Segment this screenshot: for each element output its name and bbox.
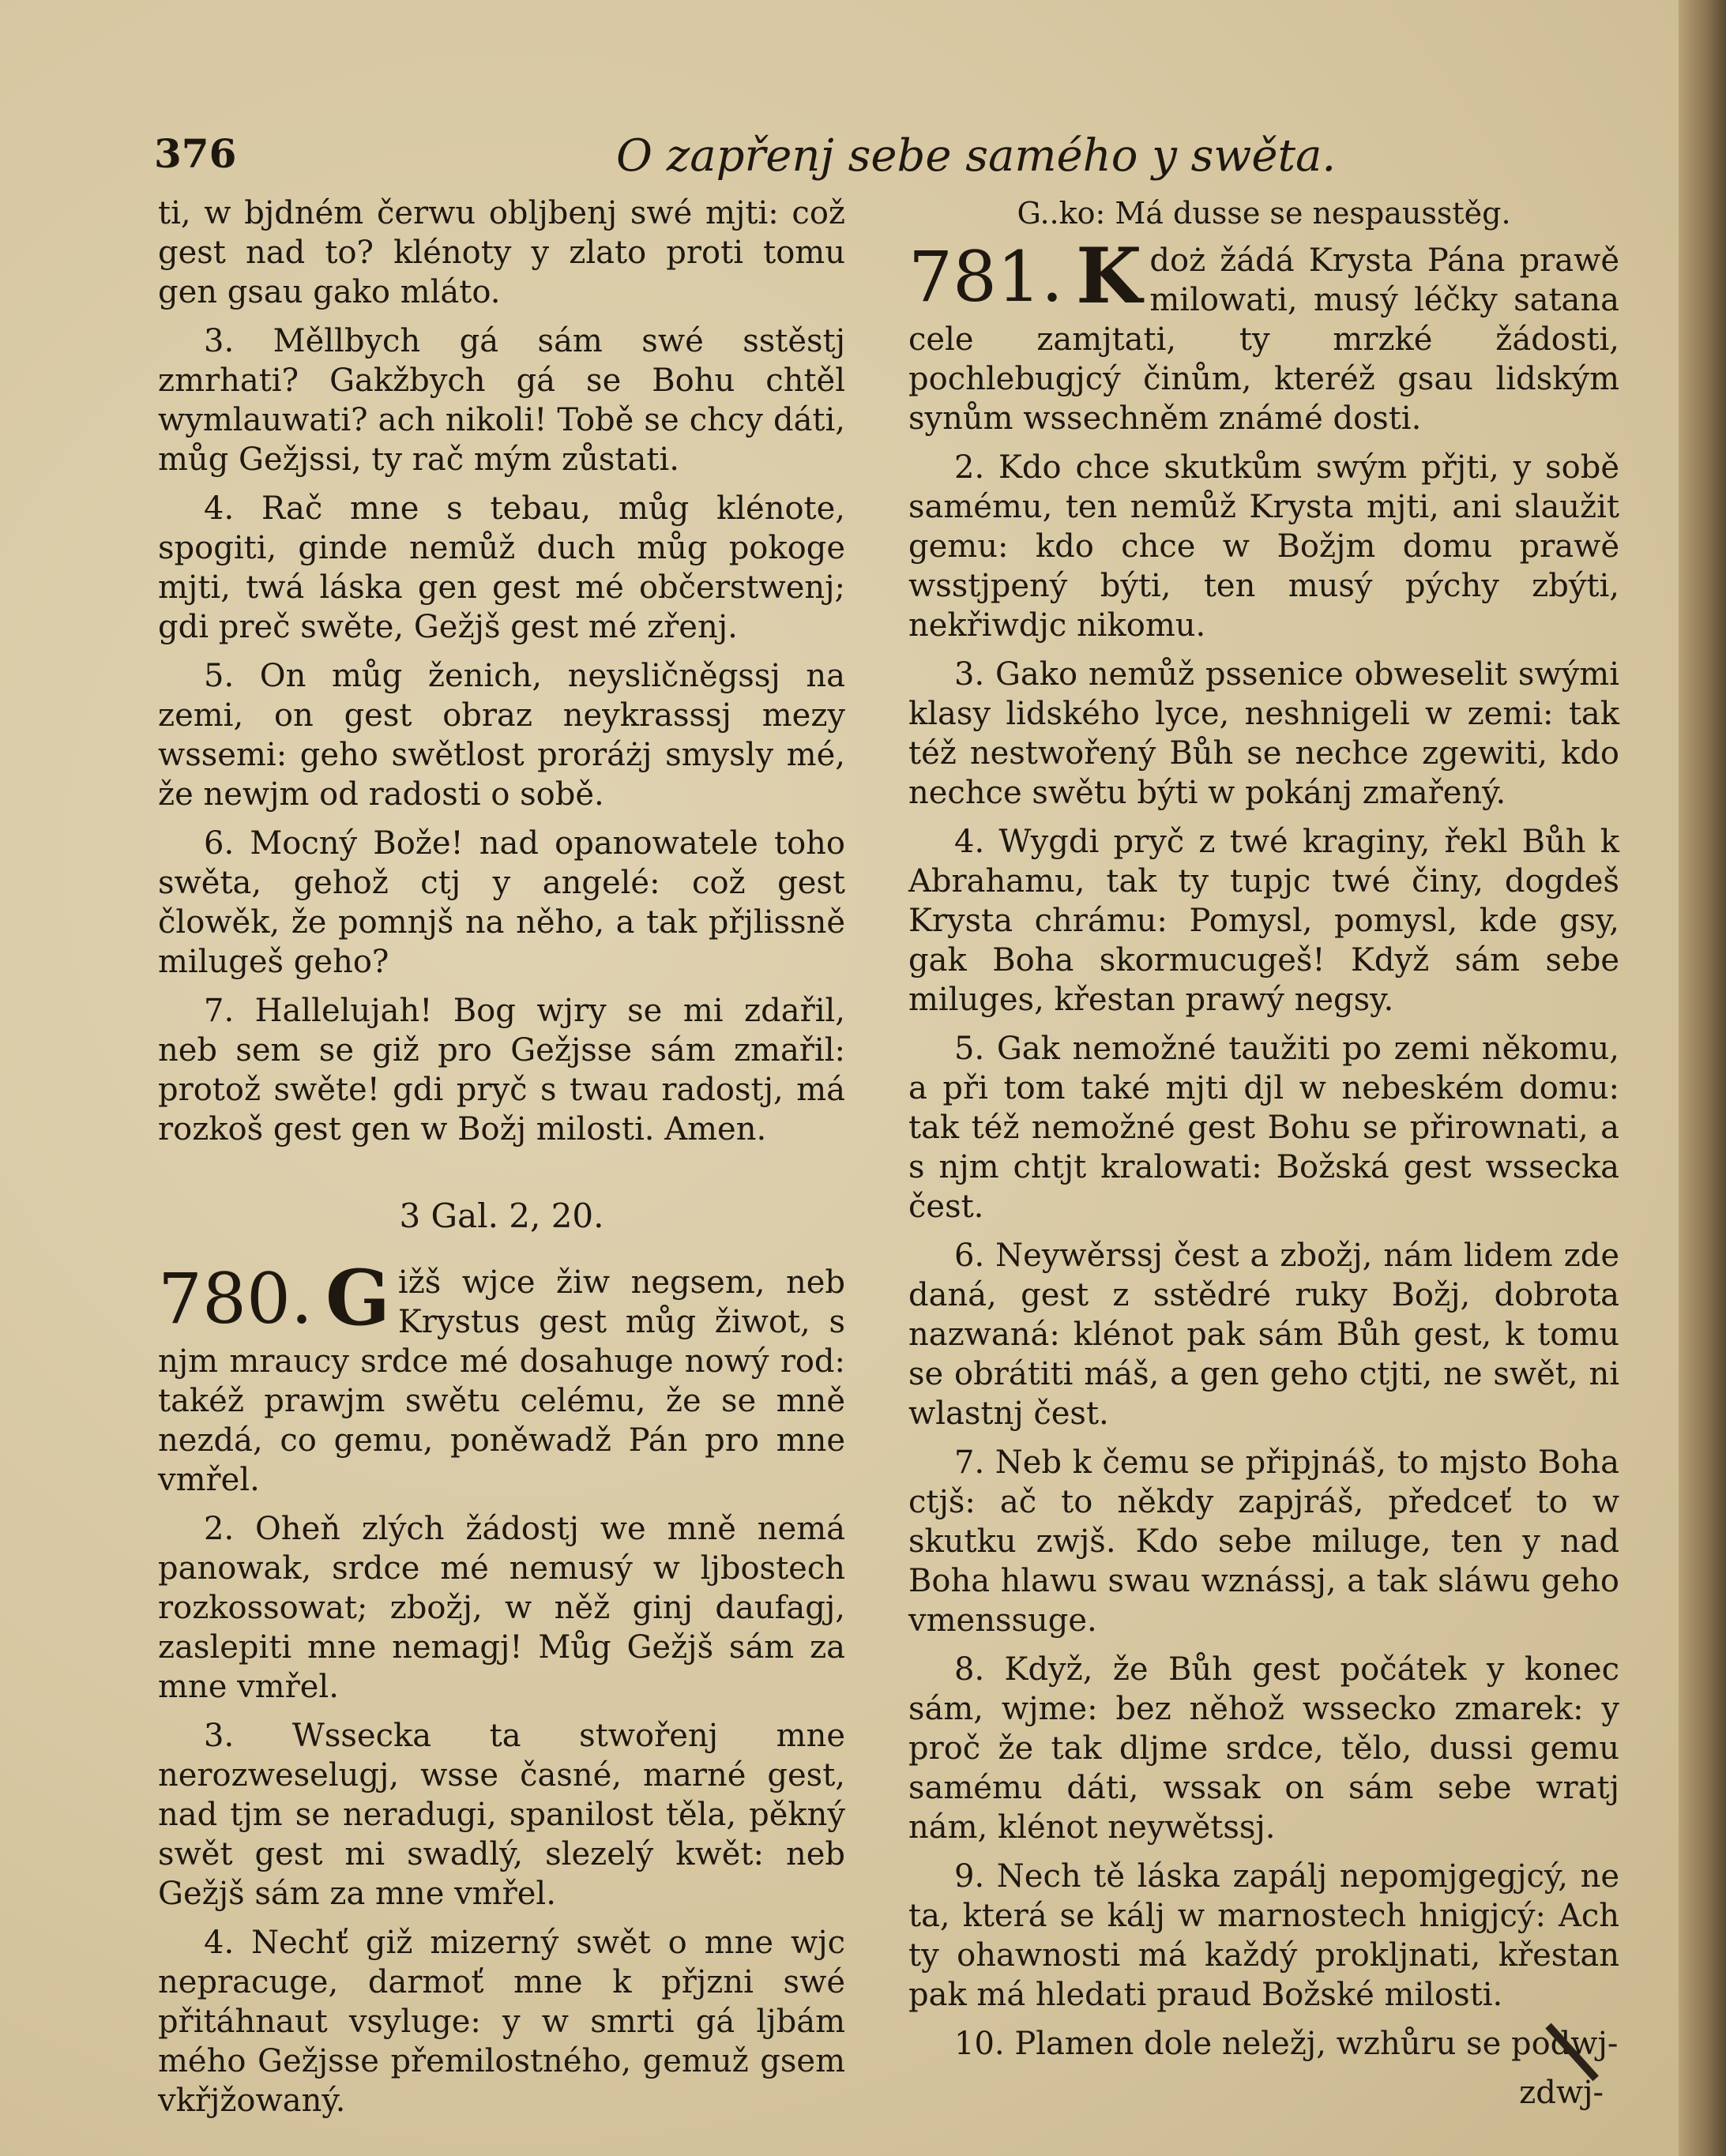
catchword: zdwj- (1519, 2075, 1604, 2111)
running-title: O zapřenj sebe samého y swěta. (616, 130, 1337, 182)
verse-781-6: 6. Neywěrssj čest a zbožj, nám lidem zde daná, gest z sstědré ruky Božj, dobrota nazwaná: klénot pak sám Bůh gest, k tomu se obrátiti máš, a gen geho ctjti, ne swět, ni wlastnj čest. (908, 1238, 1619, 1432)
verse-781-4: 4. Wygdi pryč z twé kraginy, řekl Bůh k Abrahamu, tak ty tupjc twé činy, dogdeš Krysta chrámu: Pomysl, pomysl, kde gsy, gak Boha skormucugeš! Když sám sebe miluges, křestan prawý negsy. (908, 824, 1619, 1018)
hymn-number: 781. (908, 236, 1063, 317)
hymn-780 (158, 1253, 845, 1500)
verse-779-3: 3. Měllbych gá sám swé sstěstj zmrhati? Gakžbych gá se Bohu chtěl wymlauwati? ach nikoli! Tobě se chcy dáti, můg Gežjssi, ty rač mým zůstati. (158, 323, 845, 478)
left-column (158, 193, 845, 2130)
verse-781-1: doż žádá Krysta Pána prawě milowati, musý léčky satana cele zamjtati, ty mrzké žádosti, pochlebugjcý činům, kteréž gsau lidským synům wssechněm známé dosti. (908, 242, 1619, 437)
verse-781-5: 5. Gak nemožné taužiti po zemi někomu, a při tom také mjti djl w nebeském domu: tak též nemožné gest Bohu se přirownati, a s njm chtjt kralowati: Božská gest wssecka čest. (908, 1031, 1619, 1225)
verse-780-1: ižš wjce žiw negsem, neb Krystus gest můg žiwot, s njm mraucy srdce mé dosahuge nowý rod: takéž prawjm swětu celému, že se mně nezdá, co gemu, poněwadž Pán pro mne vmřel. (158, 1264, 845, 1498)
verse-779-5: 5. On můg ženich, neysličněgssj na zemi, on gest obraz neykrasssj mezy wssemi: geho swětlost proráżj smysly mé, že newjm od radosti o sobě. (158, 658, 845, 813)
continuation-text: ti, w bjdném čerwu obljbenj swé mjti: což gest nad to? klénoty y zlato proti tomu gen gsau gako mláto. (158, 195, 845, 310)
right-column (908, 193, 1619, 2113)
verse-779-7: 7. Hallelujah! Bog wjry se mi zdařil, neb sem se giž pro Gežjsse sám zmařil: protož swěte! gdi pryč s twau radostj, má rozkoš gest gen w Božj milosti. Amen. (158, 993, 845, 1147)
page-number: 376 (154, 130, 237, 177)
hymn-number: 780. (158, 1258, 313, 1339)
verse-780-3: 3. Wssecka ta stwořenj mne nerozweselugj, wsse časné, marné gest, nad tjm se neradugi, spanilost těla, pěkný swět gest mi swadlý, slezelý kwět: neb Gežjš sám za mne vmřel. (158, 1718, 845, 1912)
verse-781-3: 3. Gako nemůž pssenice obweselit swými klasy lidského lyce, neshnigeli w zemi: tak též nestwořený Bůh se nechce zgewiti, kdo nechce swětu býti w pokánj zmařený. (908, 656, 1619, 811)
verse-781-8: 8. Když, že Bůh gest počátek y konec sám, wjme: bez něhož wssecko zmarek: y proč že tak dljme srdce, tělo, dussi gemu samému dáti, wssak on sám sebe wratj nám, klénot neywětssj. (908, 1651, 1619, 1846)
drop-capital: K (1075, 231, 1142, 321)
page-header (154, 130, 1337, 197)
hymn-781 (908, 231, 1619, 438)
scripture-reference: 3 Gal. 2, 20. (399, 1196, 604, 1235)
verse-781-9: 9. Nech tě láska zapálj nepomjgegjcý, ne ta, která se kálj w marnostech hnigjcý: Ach ty ohawnosti má každý prokljnati, křestan pak má hledati praud Božské milosti. (908, 1858, 1619, 2013)
page-edge (1679, 0, 1726, 2156)
verse-781-10: 10. Plamen dole neležj, wzhůru se podwj- (954, 2026, 1619, 2062)
melody-indication: G..ko: Má dusse se nespausstěg. (1017, 196, 1511, 231)
verse-779-4: 4. Rač mne s tebau, můg klénote, spogiti, ginde nemůž duch můg pokoge mjti, twá láska gen gest mé občerstwenj; gdi preč swěte, Gežjš gest mé zřenj. (158, 490, 845, 645)
verse-780-4: 4. Nechť giž mizerný swět o mne wjc nepracuge, darmoť mne k přjzni swé přitáhnaut vsyluge: y w smrti gá ljbám mého Gežjsse přemilostného, gemuž gsem vkřjžowaný. (158, 1925, 845, 2119)
verse-781-7: 7. Neb k čemu se připjnáš, to mjsto Boha ctjš: ač to někdy zapjráš, předceť to w skutku zwjš. Kdo sebe miluge, ten y nad Boha hlawu swau wznássj, a tak sláwu geho vmenssuge. (908, 1444, 1619, 1639)
verse-781-2: 2. Kdo chce skutkům swým přjti, y sobě samému, ten nemůž Krysta mjti, ani slaužit gemu: kdo chce w Božjm domu prawě wsstjpený býti, ten musý pýchy zbýti, nekřiwdjc nikomu. (908, 449, 1619, 644)
verse-779-6: 6. Mocný Bože! nad opanowatele toho swěta, gehož ctj y angelé: což gest člowěk, že pomnjš na něho, a tak přjlissně milugeš geho? (158, 825, 845, 980)
drop-capital: G (325, 1253, 390, 1343)
verse-780-2: 2. Oheň zlých žádostj we mně nemá panowak, srdce mé nemusý w ljbostech rozkossowat; zbožj, w něž ginj daufagj, zaslepiti mne nemagj! Můg Gežjš sám za mne vmřel. (158, 1511, 845, 1705)
